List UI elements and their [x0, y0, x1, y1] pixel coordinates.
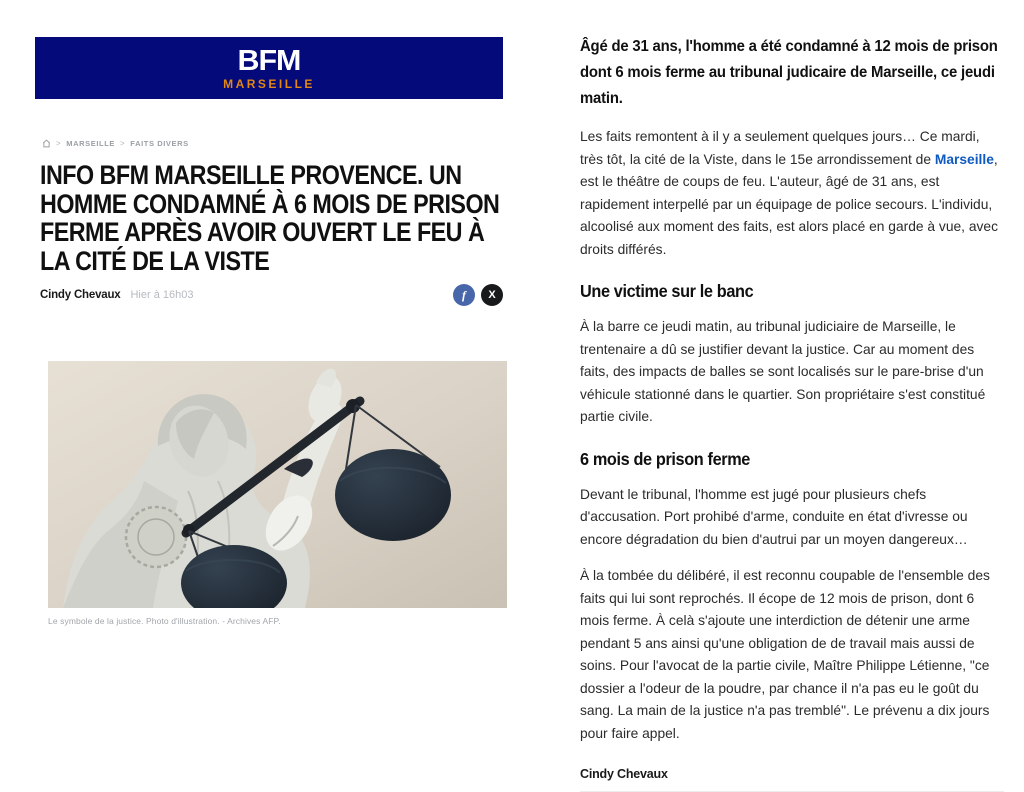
justice-statue-image [48, 361, 507, 608]
justice-statue-illustration [48, 361, 507, 608]
marseille-link[interactable]: Marseille [934, 151, 994, 167]
breadcrumb-item-faits-divers[interactable]: FAITS DIVERS [130, 139, 189, 148]
facebook-share-icon[interactable]: f [453, 284, 475, 306]
author-name: Cindy Chevaux [40, 289, 121, 301]
bfm-marseille-logo-banner[interactable] [35, 37, 503, 99]
breadcrumb-item-marseille[interactable]: MARSEILLE [66, 139, 116, 148]
article-headline: INFO BFM MARSEILLE PROVENCE. UN HOMME CONDAMNÉ À 6 MOIS DE PRISON FERME APRÈS AVOIR OUVERT LE FEU À LA CITÉ DE LA VISTE [40, 160, 500, 276]
footer-author-name: Cindy Chevaux [580, 767, 1004, 792]
breadcrumb [42, 139, 189, 148]
home-icon[interactable] [42, 139, 51, 148]
image-caption: Le symbole de la justice. Photo d'illustration. - Archives AFP. [48, 616, 281, 626]
breadcrumb-separator: > [120, 139, 126, 148]
publish-timestamp: Hier à 16h03 [130, 289, 194, 301]
paragraph-text: , est le théâtre de coups de feu. L'auteur, âgé de 31 ans, est rapidement interpellé par un équipage de police secours. L'individu, alcoolisé aux moment des faits, est alors placé en garde à vue, avec droits différés. [580, 151, 998, 257]
x-share-icon[interactable]: X [481, 284, 503, 306]
article-lead: Âgé de 31 ans, l'homme a été condamné à 12 mois de prison dont 6 mois ferme au tribunal judicaire de Marseille, ce jeudi matin. [580, 38, 998, 107]
article-left-column [0, 0, 540, 692]
article-paragraph-4: À la tombée du délibéré, il est reconnu coupable de l'ensemble des faits qui lui sont reprochés. Il écope de 12 mois de prison, dont 6 mois ferme. À celà s'ajoute une interdiction de détenir une arme pendant 5 ans ainsi qu'une obligation de de travail mais aussi de soins. Pour l'avocat de la partie civile, Maître Philippe Létienne, "ce dossier a l'odeur de la poudre, par chance il n'a pas eu le goût du sang. La main de la justice n'a pas tremblé". Le prévenu a dix jours pour faire appel. [580, 568, 990, 741]
article-paragraph-3: Devant le tribunal, l'homme est jugé pour plusieurs chefs d'accusation. Port prohibé d'arme, conduite en état d'ivresse ou encore dégradation du bien d'autrui par un moyen dangereux… [580, 486, 968, 547]
subheading-victim: Une victime sur le banc [580, 281, 754, 301]
breadcrumb-separator: > [56, 139, 62, 148]
article-paragraph-1 [580, 126, 1004, 261]
share-buttons [453, 284, 503, 306]
byline-row [40, 283, 503, 307]
article-paragraph-2: À la barre ce jeudi matin, au tribunal judiciaire de Marseille, le trentenaire a dû se justifier devant la justice. Car au moment des faits, des impacts de balles se sont localisés sur le pare-brise d'un véhicule stationné dans le quartier. Son propriétaire s'est constitué partie civile. [580, 319, 986, 424]
bfm-logo: BFM [237, 44, 301, 77]
article-body-column [580, 34, 1004, 792]
subheading-prison: 6 mois de prison ferme [580, 448, 751, 469]
paragraph-text: Les faits remontent à il y a seulement quelques jours… Ce mardi, très tôt, la cité de la Viste, dans le 15e arrondissement de [580, 129, 980, 167]
bfm-logo-region: MARSEILLE [223, 76, 315, 91]
